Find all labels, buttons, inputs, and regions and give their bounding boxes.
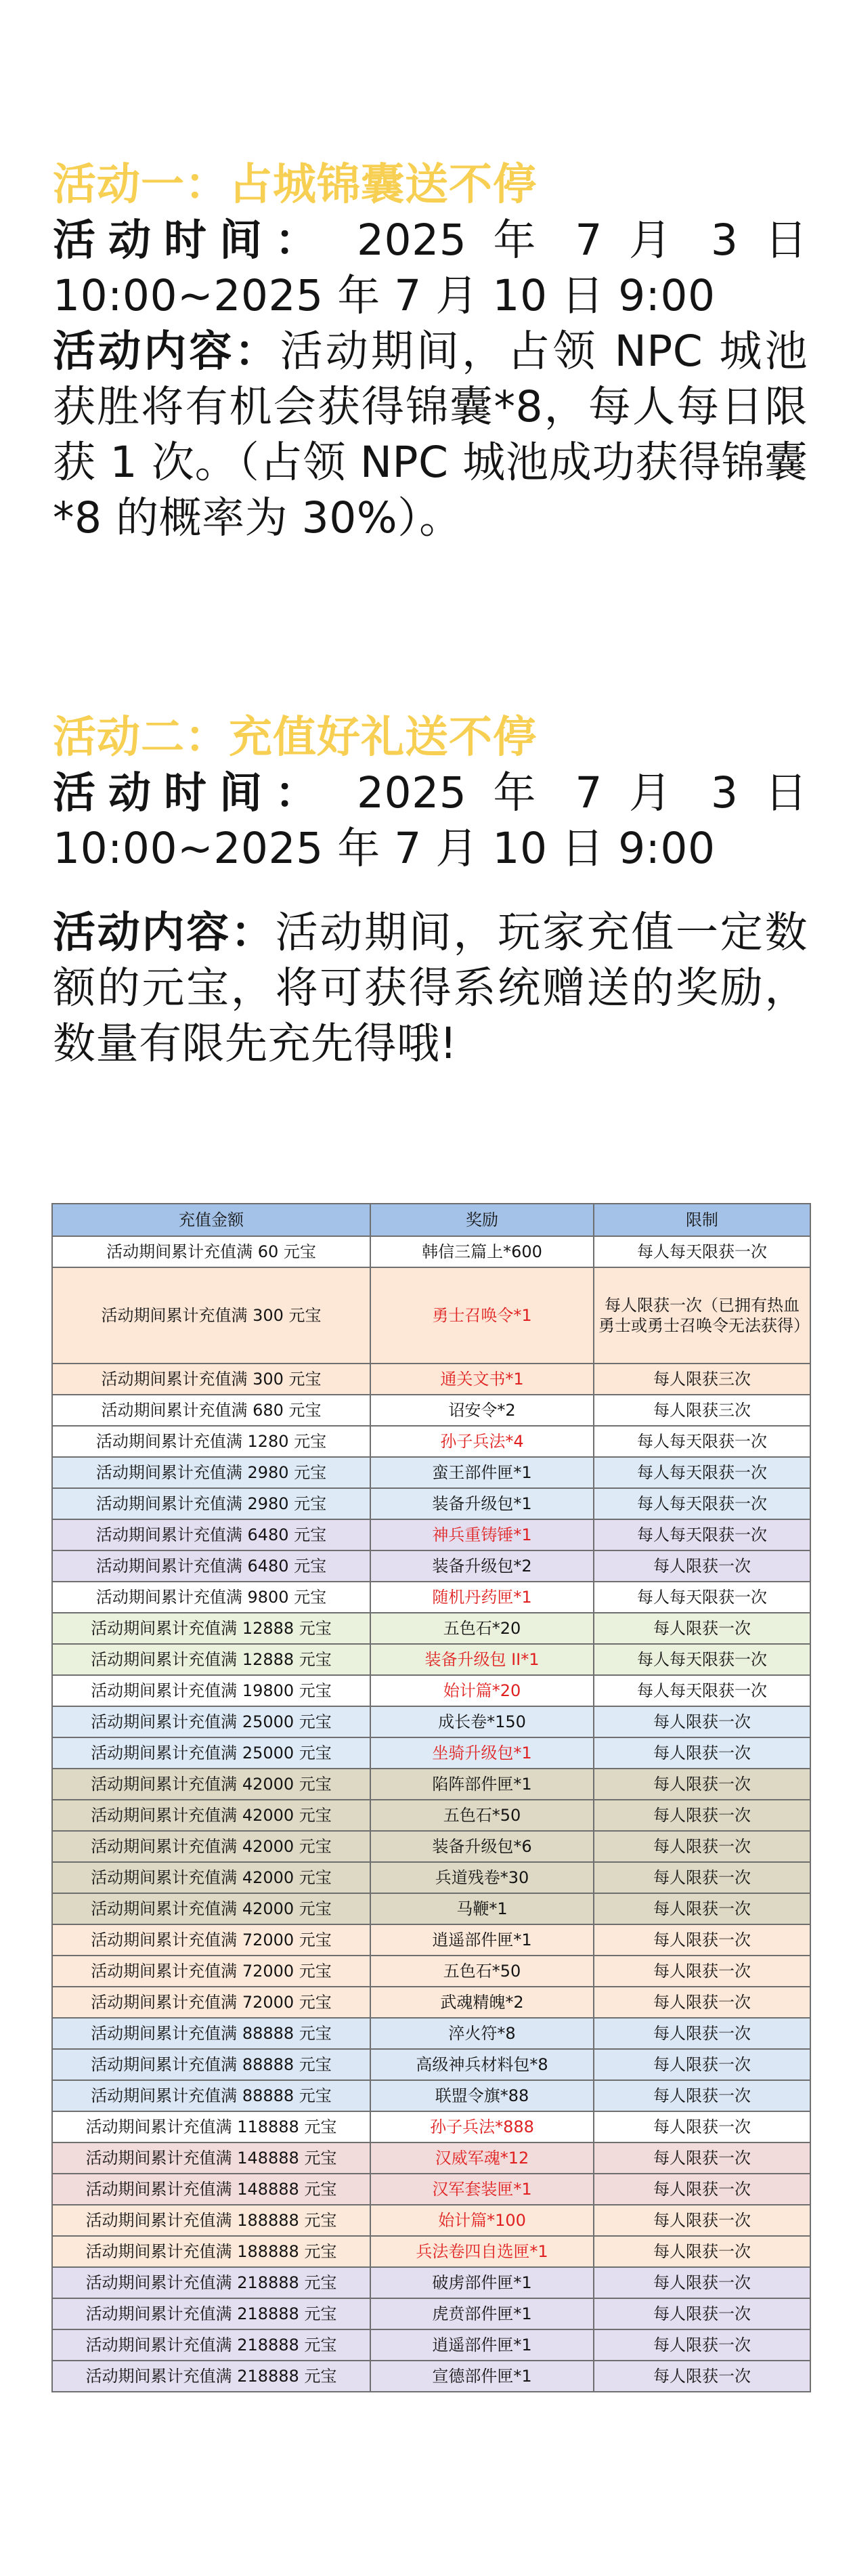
cell-reward: 孙子兵法*888 [370, 2111, 594, 2142]
cell-amount: 活动期间累计充值满 218888 元宝 [52, 2267, 370, 2298]
table-row [52, 1831, 810, 1862]
cell-amount: 活动期间累计充值满 42000 元宝 [52, 1862, 370, 1893]
table-row [52, 1893, 810, 1924]
cell-limit: 每人限获一次 [594, 2174, 810, 2205]
cell-amount: 活动期间累计充值满 300 元宝 [52, 1364, 370, 1395]
cell-limit: 每人限获一次 [594, 1893, 810, 1924]
table-row [52, 2080, 810, 2111]
cell-reward: 逍遥部件匣*1 [370, 2329, 594, 2361]
table-row [52, 1582, 810, 1613]
cell-amount: 活动期间累计充值满 148888 元宝 [52, 2174, 370, 2205]
cell-amount: 活动期间累计充值满 188888 元宝 [52, 2205, 370, 2236]
cell-amount: 活动期间累计充值满 6480 元宝 [52, 1519, 370, 1550]
cell-reward: 淬火符*8 [370, 2018, 594, 2049]
cell-amount: 活动期间累计充值满 148888 元宝 [52, 2142, 370, 2174]
table-row [52, 1800, 810, 1831]
cell-reward: 武魂精魄*2 [370, 1987, 594, 2018]
table-row [52, 1987, 810, 2018]
cell-limit: 每人限获三次 [594, 1395, 810, 1426]
table-row [52, 1706, 810, 1737]
cell-limit: 每人限获一次 [594, 2049, 810, 2080]
cell-reward: 诏安令*2 [370, 1395, 594, 1426]
table-row [52, 1426, 810, 1457]
cell-reward: 装备升级包*1 [370, 1488, 594, 1519]
cell-reward: 通关文书*1 [370, 1364, 594, 1395]
cell-limit: 每人限获一次 [594, 2018, 810, 2049]
activity1-heading: 活动一：占城锦囊送不停 [53, 160, 537, 210]
cell-amount: 活动期间累计充值满 25000 元宝 [52, 1737, 370, 1769]
reward-table-header [52, 1204, 810, 1236]
cell-reward: 装备升级包*6 [370, 1831, 594, 1862]
activity1-time-label: 活动时间： [53, 215, 330, 265]
cell-amount: 活动期间累计充值满 218888 元宝 [52, 2361, 370, 2392]
activity2-time-label: 活动时间： [53, 768, 330, 818]
cell-reward: 韩信三篇上*600 [370, 1236, 594, 1267]
activity1-content [53, 324, 808, 546]
cell-limit: 每人限获一次 [594, 1737, 810, 1769]
cell-amount: 活动期间累计充值满 12888 元宝 [52, 1613, 370, 1644]
cell-amount: 活动期间累计充值满 88888 元宝 [52, 2080, 370, 2111]
cell-amount: 活动期间累计充值满 72000 元宝 [52, 1924, 370, 1956]
cell-limit: 每人每天限获一次 [594, 1644, 810, 1675]
cell-amount: 活动期间累计充值满 6480 元宝 [52, 1550, 370, 1582]
table-row [52, 2361, 810, 2392]
cell-limit: 每人每天限获一次 [594, 1675, 810, 1706]
cell-limit: 每人每天限获一次 [594, 1426, 810, 1457]
cell-limit: 每人限获一次（已拥有热血勇士或勇士召唤令无法获得） [594, 1267, 810, 1364]
cell-amount: 活动期间累计充值满 25000 元宝 [52, 1706, 370, 1737]
cell-amount: 活动期间累计充值满 60 元宝 [52, 1236, 370, 1267]
cell-reward: 神兵重铸锤*1 [370, 1519, 594, 1550]
activity2-content-text: 活动期间，玩家充值一定数额的元宝，将可获得系统赠送的奖励，数量有限先充先得哦! [53, 908, 808, 1068]
table-row [52, 2174, 810, 2205]
activity1-time-end: 10:00~2025 年 7 月 10 日 9:00 [53, 271, 716, 320]
cell-reward: 坐骑升级包*1 [370, 1737, 594, 1769]
cell-limit: 每人限获三次 [594, 1364, 810, 1395]
activity2-heading: 活动二：充值好礼送不停 [53, 713, 537, 763]
cell-amount: 活动期间累计充值满 218888 元宝 [52, 2329, 370, 2361]
cell-limit: 每人限获一次 [594, 2142, 810, 2174]
cell-reward: 兵法卷四自选匣*1 [370, 2236, 594, 2267]
cell-amount: 活动期间累计充值满 42000 元宝 [52, 1893, 370, 1924]
cell-reward: 五色石*20 [370, 1613, 594, 1644]
cell-amount: 活动期间累计充值满 300 元宝 [52, 1267, 370, 1364]
cell-reward: 装备升级包*2 [370, 1550, 594, 1582]
cell-amount: 活动期间累计充值满 19800 元宝 [52, 1675, 370, 1706]
activity1-time-start: 2025 年 7 月 3 日 [356, 215, 808, 265]
cell-reward: 随机丹药匣*1 [370, 1582, 594, 1613]
cell-reward: 宣德部件匣*1 [370, 2361, 594, 2392]
cell-amount: 活动期间累计充值满 680 元宝 [52, 1395, 370, 1426]
cell-reward: 汉威军魂*12 [370, 2142, 594, 2174]
table-row [52, 2142, 810, 2174]
cell-limit: 每人限获一次 [594, 2329, 810, 2361]
activity2-time [53, 765, 808, 821]
cell-reward: 逍遥部件匣*1 [370, 1924, 594, 1956]
cell-reward: 五色石*50 [370, 1800, 594, 1831]
activity1-time [53, 213, 808, 268]
cell-amount: 活动期间累计充值满 12888 元宝 [52, 1644, 370, 1675]
cell-amount: 活动期间累计充值满 218888 元宝 [52, 2298, 370, 2329]
cell-limit: 每人每天限获一次 [594, 1457, 810, 1488]
activity1-content-text: 活动期间，占领 NPC 城池获胜将有机会获得锦囊*8，每人每日限获 1 次。（占领 NPC 城池成功获得锦囊*8 的概率为 30%）。 [53, 326, 808, 543]
cell-amount: 活动期间累计充值满 88888 元宝 [52, 2018, 370, 2049]
cell-reward: 马鞭*1 [370, 1893, 594, 1924]
table-row [52, 1675, 810, 1706]
table-row [52, 2329, 810, 2361]
table-row [52, 2236, 810, 2267]
cell-limit: 每人限获一次 [594, 1987, 810, 2018]
activity2-time-end: 10:00~2025 年 7 月 10 日 9:00 [53, 824, 716, 873]
activity2-content-label: 活动内容： [53, 908, 276, 957]
table-row [52, 1550, 810, 1582]
cell-reward: 始计篇*100 [370, 2205, 594, 2236]
cell-amount: 活动期间累计充值满 72000 元宝 [52, 1956, 370, 1987]
cell-reward: 五色石*50 [370, 1956, 594, 1987]
cell-reward: 汉军套装匣*1 [370, 2174, 594, 2205]
cell-limit: 每人限获一次 [594, 2236, 810, 2267]
cell-limit: 每人每天限获一次 [594, 1488, 810, 1519]
cell-reward: 始计篇*20 [370, 1675, 594, 1706]
table-row [52, 2049, 810, 2080]
table-row [52, 2267, 810, 2298]
cell-amount: 活动期间累计充值满 42000 元宝 [52, 1769, 370, 1800]
cell-limit: 每人限获一次 [594, 1769, 810, 1800]
cell-limit: 每人限获一次 [594, 1924, 810, 1956]
cell-amount: 活动期间累计充值满 1280 元宝 [52, 1426, 370, 1457]
table-row [52, 1862, 810, 1893]
cell-limit: 每人限获一次 [594, 2361, 810, 2392]
cell-reward: 成长卷*150 [370, 1706, 594, 1737]
cell-reward: 破虏部件匣*1 [370, 2267, 594, 2298]
cell-limit: 每人限获一次 [594, 1613, 810, 1644]
table-row [52, 1519, 810, 1550]
cell-limit: 每人限获一次 [594, 1862, 810, 1893]
table-row [52, 2018, 810, 2049]
cell-reward: 高级神兵材料包*8 [370, 2049, 594, 2080]
table-row [52, 1644, 810, 1675]
cell-amount: 活动期间累计充值满 2980 元宝 [52, 1488, 370, 1519]
cell-amount: 活动期间累计充值满 72000 元宝 [52, 1987, 370, 2018]
activity2-section [53, 710, 808, 1072]
cell-limit: 每人限获一次 [594, 1831, 810, 1862]
table-row [52, 1395, 810, 1426]
cell-limit: 每人限获一次 [594, 1956, 810, 1987]
header-limit: 限制 [594, 1204, 810, 1236]
cell-limit: 每人限获一次 [594, 1706, 810, 1737]
cell-amount: 活动期间累计充值满 188888 元宝 [52, 2236, 370, 2267]
cell-reward: 勇士召唤令*1 [370, 1267, 594, 1364]
cell-limit: 每人限获一次 [594, 2111, 810, 2142]
table-row [52, 1457, 810, 1488]
table-row [52, 1769, 810, 1800]
cell-reward: 装备升级包 II*1 [370, 1644, 594, 1675]
cell-amount: 活动期间累计充值满 88888 元宝 [52, 2049, 370, 2080]
cell-limit: 每人限获一次 [594, 1550, 810, 1582]
table-row [52, 2298, 810, 2329]
cell-limit: 每人限获一次 [594, 2298, 810, 2329]
cell-amount: 活动期间累计充值满 42000 元宝 [52, 1831, 370, 1862]
cell-limit: 每人每天限获一次 [594, 1519, 810, 1550]
activity1-content-label: 活动内容： [53, 326, 280, 376]
table-row [52, 1613, 810, 1644]
activity2-content [53, 905, 808, 1072]
table-row [52, 1737, 810, 1769]
cell-amount: 活动期间累计充值满 118888 元宝 [52, 2111, 370, 2142]
table-row [52, 1236, 810, 1267]
table-row [52, 1267, 810, 1364]
cell-limit: 每人每天限获一次 [594, 1236, 810, 1267]
cell-reward: 蛮王部件匣*1 [370, 1457, 594, 1488]
header-reward: 奖励 [370, 1204, 594, 1236]
table-row [52, 2205, 810, 2236]
table-row [52, 1364, 810, 1395]
table-row [52, 2111, 810, 2142]
activity2-time-start: 2025 年 7 月 3 日 [356, 768, 808, 818]
cell-limit: 每人限获一次 [594, 2080, 810, 2111]
cell-limit: 每人限获一次 [594, 2267, 810, 2298]
activity1-section [53, 157, 808, 546]
table-row [52, 1488, 810, 1519]
cell-limit: 每人限获一次 [594, 1800, 810, 1831]
cell-reward: 联盟令旗*88 [370, 2080, 594, 2111]
cell-limit: 每人每天限获一次 [594, 1582, 810, 1613]
cell-reward: 虎贲部件匣*1 [370, 2298, 594, 2329]
cell-amount: 活动期间累计充值满 42000 元宝 [52, 1800, 370, 1831]
table-row [52, 1924, 810, 1956]
reward-table-body [52, 1236, 810, 2392]
cell-limit: 每人限获一次 [594, 2205, 810, 2236]
header-amount: 充值金额 [52, 1204, 370, 1236]
cell-amount: 活动期间累计充值满 9800 元宝 [52, 1582, 370, 1613]
reward-table [51, 1203, 811, 2392]
cell-reward: 兵道残卷*30 [370, 1862, 594, 1893]
cell-reward: 陷阵部件匣*1 [370, 1769, 594, 1800]
cell-amount: 活动期间累计充值满 2980 元宝 [52, 1457, 370, 1488]
table-row [52, 1956, 810, 1987]
cell-reward: 孙子兵法*4 [370, 1426, 594, 1457]
